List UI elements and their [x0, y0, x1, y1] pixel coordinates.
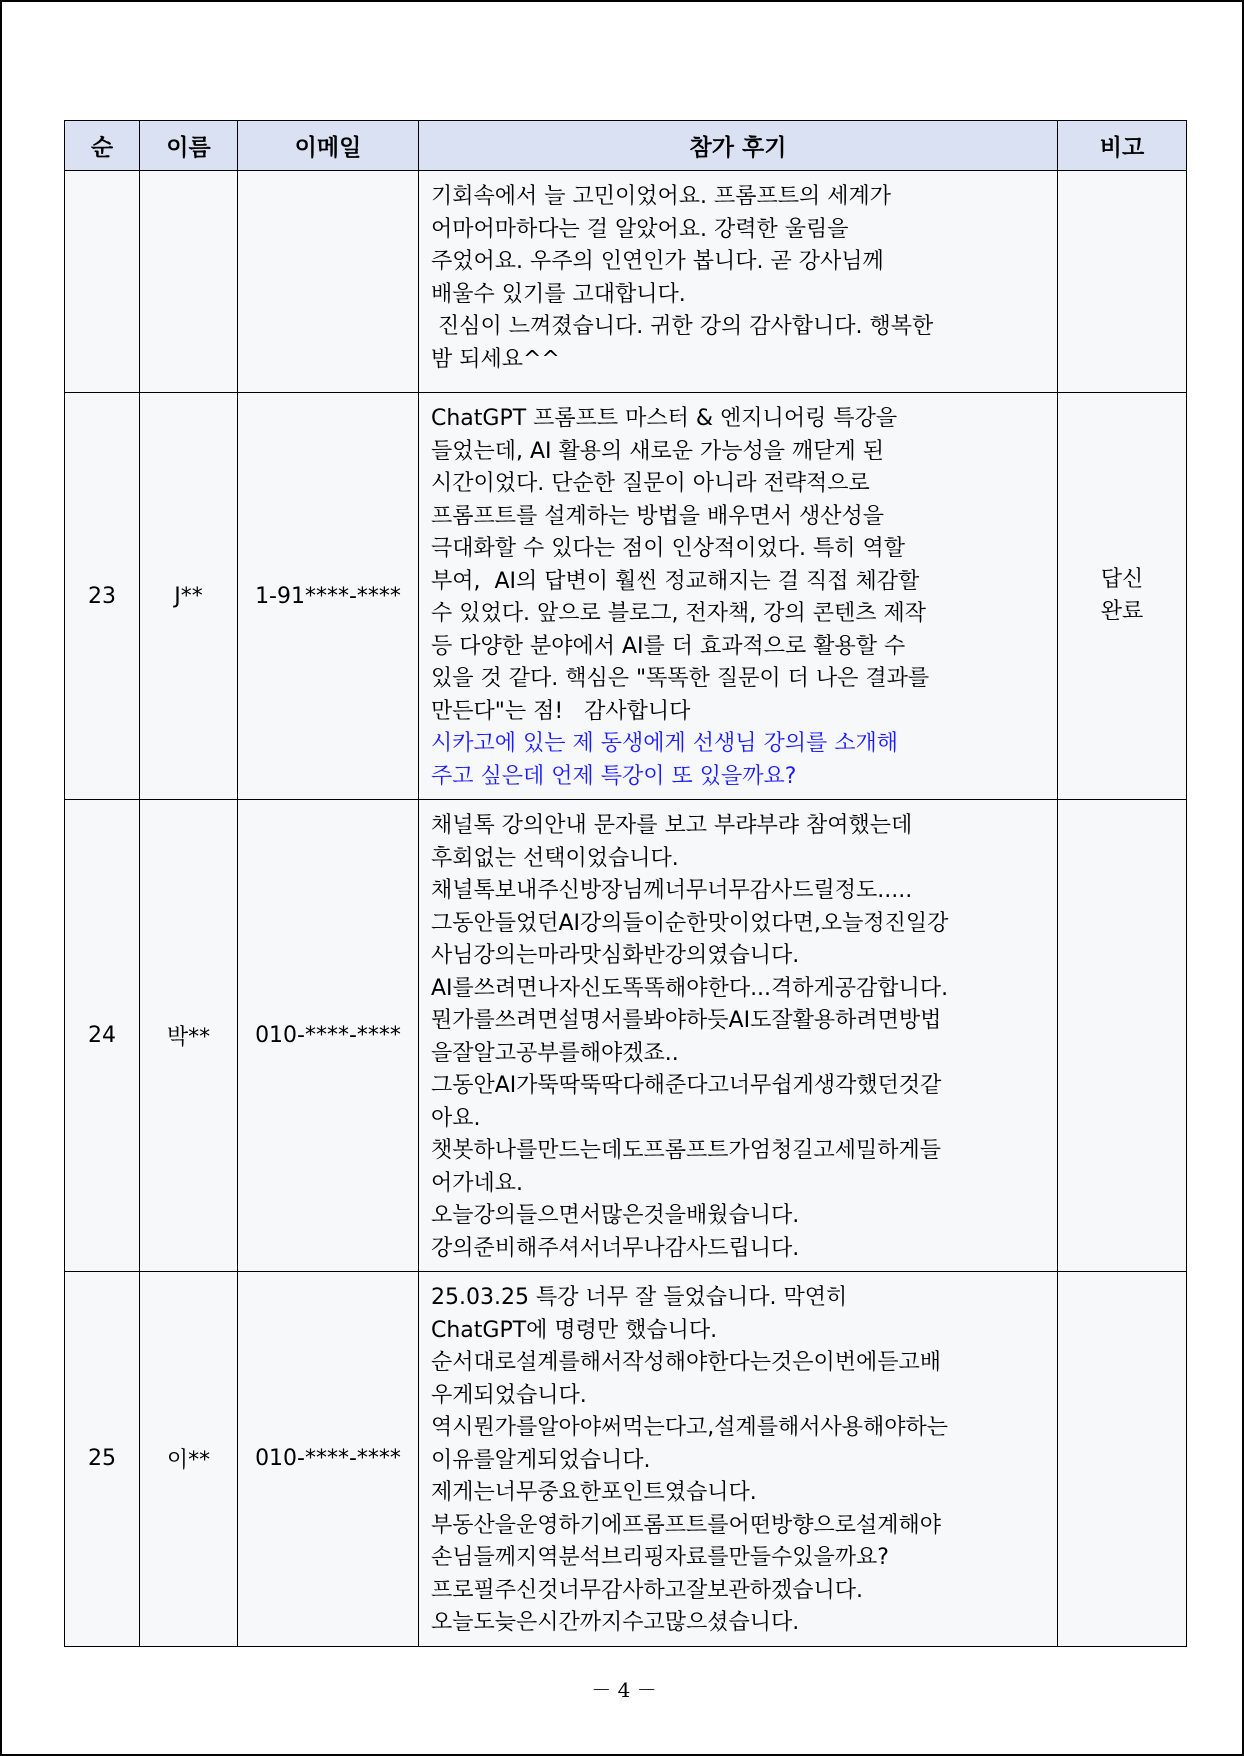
cell-review [419, 800, 1058, 1272]
review-table [64, 120, 1187, 1647]
table-row [65, 1272, 1187, 1647]
review-line: 채널톡 강의안내 문자를 보고 부랴부랴 참여했는데 [431, 813, 913, 838]
cell-name: 박** [140, 800, 238, 1272]
review-line: ChatGPT에 명령만 했습니다. [431, 1317, 718, 1343]
review-line: 25.03.25 특강 너무 잘 들었습니다. 막연히 [431, 1285, 848, 1310]
review-line: 밤 되세요^^ [431, 346, 560, 372]
review-line: 제게는너무중요한포인트였습니다. [431, 1480, 757, 1505]
cell-review [419, 393, 1058, 800]
review-highlight-line: 주고 싶은데 언제 특강이 또 있을까요? [431, 763, 797, 789]
review-line: 아요. [431, 1105, 481, 1131]
cell-email: 010-****-**** [238, 1272, 419, 1647]
review-line: 손님들께지역분석브리핑자료를만들수있을까요? [431, 1545, 889, 1570]
review-line: 우게되었습니다. [431, 1382, 587, 1408]
cell-name: 이** [140, 1272, 238, 1647]
note-line: 완료 [1100, 599, 1144, 624]
table-body [65, 171, 1187, 1647]
review-line: 뭔가를쓰려면설명서를봐야하듯AI도잘활용하려면방법 [431, 1008, 942, 1033]
cell-note [1058, 800, 1187, 1272]
review-line: 부여, AI의 답변이 훨씬 정교해지는 걸 직접 체감할 [431, 568, 920, 594]
header-name: 이름 [140, 121, 238, 171]
review-line: 프로필주신것너무감사하고잘보관하겠습니다. [431, 1577, 864, 1603]
review-line: AI를쓰려면나자신도똑똑해야한다...격하게공감합니다. [431, 975, 949, 1001]
review-line: 등 다양한 분야에서 AI를 더 효과적으로 활용할 수 [431, 633, 906, 659]
review-line: 채널톡보내주신방장님께너무너무감사드릴정도..... [431, 878, 913, 903]
cell-no [65, 171, 140, 393]
review-line: 강의준비해주셔서너무나감사드립니다. [431, 1235, 800, 1261]
review-line: 부동산을운영하기에프롬프트를어떤방향으로설계해야 [431, 1512, 942, 1538]
review-line: 챗봇하나를만드는데도프롬프트가엄청길고세밀하게들 [431, 1138, 942, 1163]
review-line: 만든다"는 점! 감사합니다 [431, 698, 691, 724]
review-line: 오늘도늦은시간까지수고많으셨습니다. [431, 1610, 800, 1635]
review-line: 프롬프트를 설계하는 방법을 배우면서 생산성을 [431, 503, 885, 529]
header-review: 참가 후기 [419, 121, 1058, 171]
page-number: － 4 － [591, 1678, 657, 1702]
review-line: 순서대로설계를해서작성해야한다는것은이번에듣고배 [431, 1350, 942, 1375]
cell-email: 010-****-**** [238, 800, 419, 1272]
review-line: 들었는데, AI 활용의 새로운 가능성을 깨닫게 된 [431, 438, 885, 464]
review-line: 오늘강의들으면서많은것을배웠습니다. [431, 1203, 800, 1228]
review-line: 사님강의는마라맛심화반강의였습니다. [431, 943, 800, 968]
review-line: 그동안들었던AI강의들이순한맛이었다면,오늘정진일강 [431, 910, 949, 936]
cell-review [419, 1272, 1058, 1647]
header-note: 비고 [1058, 121, 1187, 171]
review-line: 기회속에서 늘 고민이었어요. 프롬프트의 세계가 [431, 184, 892, 209]
table-row [65, 800, 1187, 1272]
table-row [65, 171, 1187, 393]
review-line: 역시뭔가를알아야써먹는다고,설계를해서사용해야하는 [431, 1415, 949, 1440]
review-line: 어가네요. [431, 1170, 524, 1196]
cell-email [238, 171, 419, 393]
review-line: 주었어요. 우주의 인연인가 봅니다. 곧 강사님께 [431, 249, 884, 274]
cell-no: 24 [65, 800, 140, 1272]
review-line: 후회없는 선택이었습니다. [431, 845, 679, 871]
note-line: 답신 [1100, 567, 1144, 592]
review-line: 이유를알게되었습니다. [431, 1447, 651, 1473]
review-highlight-line: 시카고에 있는 제 동생에게 선생님 강의를 소개해 [431, 731, 899, 756]
review-line: 극대화할 수 있다는 점이 인상적이었다. 특히 역할 [431, 536, 905, 561]
cell-email: 1-91****-**** [238, 393, 419, 800]
cell-no: 23 [65, 393, 140, 800]
cell-note [1058, 1272, 1187, 1647]
cell-review [419, 171, 1058, 393]
cell-name [140, 171, 238, 393]
review-line: 그동안AI가뚝딱뚝딱다해준다고너무쉽게생각했던것같 [431, 1073, 942, 1098]
review-line: 배울수 있기를 고대합니다. [431, 281, 686, 307]
cell-name: J** [140, 393, 238, 800]
cell-note [1058, 393, 1187, 800]
cell-note [1058, 171, 1187, 393]
review-line: 수 있었다. 앞으로 블로그, 전자책, 강의 콘텐츠 제작 [431, 601, 926, 626]
cell-no: 25 [65, 1272, 140, 1647]
table-row [65, 393, 1187, 800]
review-line: 을잘알고공부를해야겠죠.. [431, 1040, 679, 1066]
review-line: ChatGPT 프롬프트 마스터 & 엔지니어링 특강을 [431, 406, 898, 431]
table-header-row [65, 121, 1187, 171]
review-line: 어마어마하다는 걸 알았어요. 강력한 울림을 [431, 216, 849, 242]
review-line: 있을 것 같다. 핵심은 "똑똑한 질문이 더 나은 결과를 [431, 666, 930, 691]
header-email: 이메일 [238, 121, 419, 171]
header-no: 순 [65, 121, 140, 171]
review-line: 시간이었다. 단순한 질문이 아니라 전략적으로 [431, 471, 870, 496]
review-line: 진심이 느껴졌습니다. 귀한 강의 감사합니다. 행복한 [431, 314, 934, 339]
